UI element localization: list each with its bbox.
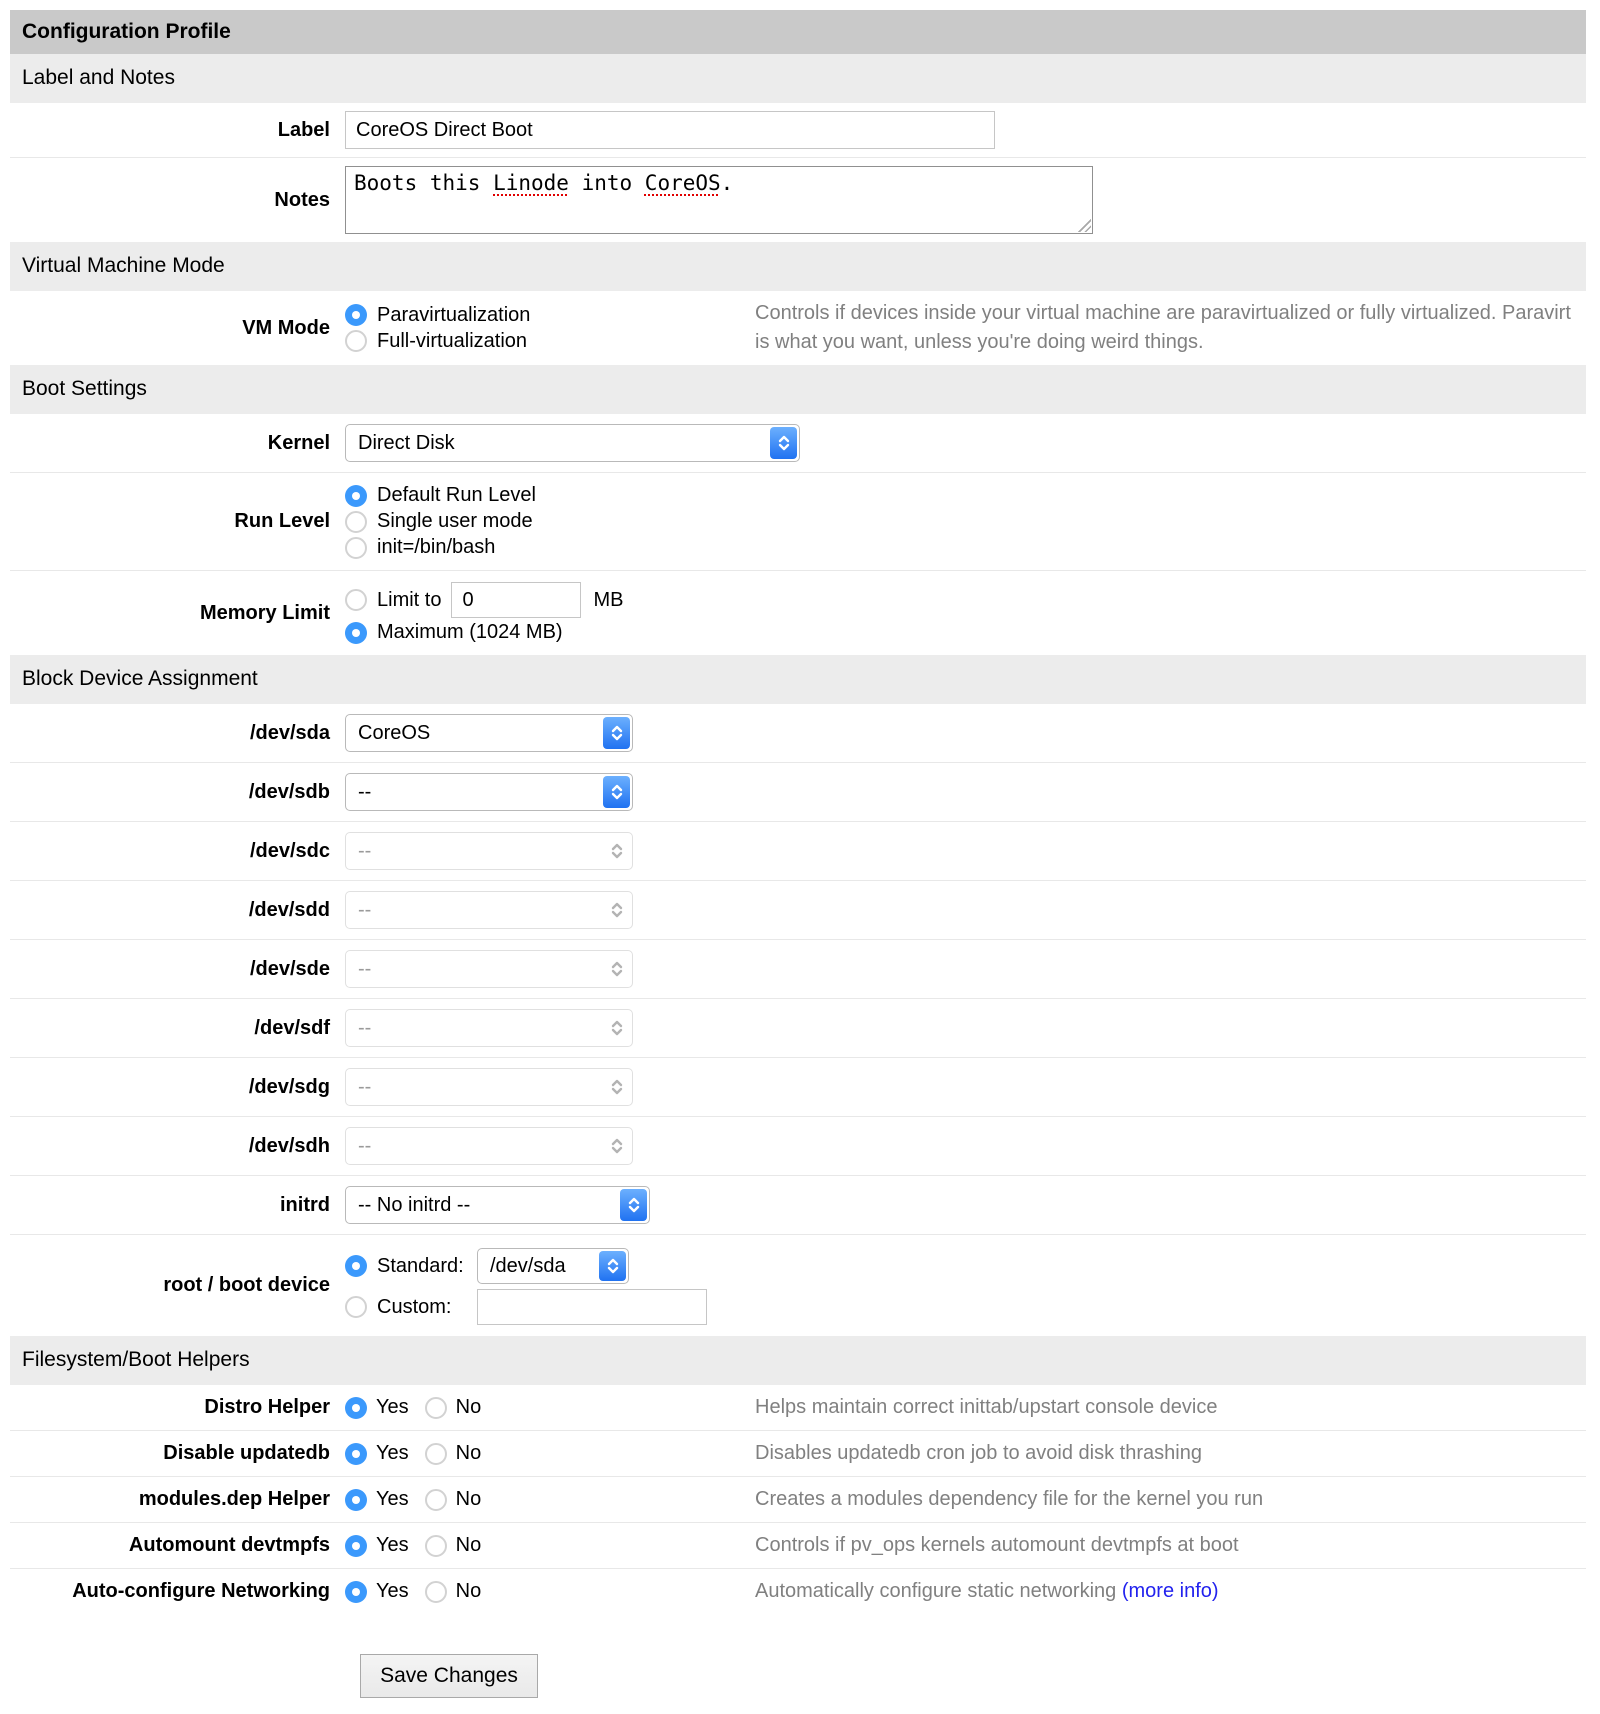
select-up-down-chevron-icon — [603, 717, 630, 749]
notes-field-label: Notes — [274, 188, 330, 211]
section-boot-settings: Boot Settings — [10, 365, 1586, 414]
block-device-label: /dev/sde — [249, 957, 330, 980]
block-device-label: /dev/sdg — [248, 1075, 330, 1098]
vm-mode-help: Controls if devices inside your virtual machine are paravirtualized or fully virtualized. Paravirt is what you want, unless you're doing weird things. — [755, 302, 1571, 353]
radio-label-no[interactable]: No — [455, 1396, 482, 1418]
radio-label-yes[interactable]: Yes — [376, 1442, 409, 1464]
radio-label-yes[interactable]: Yes — [376, 1534, 409, 1556]
select-up-down-chevron-icon — [603, 1130, 630, 1162]
save-changes-button[interactable]: Save Changes — [360, 1654, 538, 1698]
initrd-select[interactable] — [345, 1186, 650, 1224]
block-device-select-value: -- — [358, 957, 372, 980]
select-up-down-chevron-icon — [603, 835, 630, 867]
notes-text: . — [720, 171, 734, 195]
notes-row — [10, 157, 1586, 242]
block-device-label: /dev/sdd — [248, 898, 330, 921]
run-level-options — [345, 481, 755, 562]
radio-label-no[interactable]: No — [455, 1580, 482, 1602]
block-device-label: /dev/sda — [249, 721, 330, 744]
radio-label-default-run-level[interactable]: Default Run Level — [377, 484, 536, 506]
run-level-label: Run Level — [234, 510, 330, 532]
block-device-cell — [345, 948, 755, 990]
helper-label: Disable updatedb — [163, 1442, 330, 1464]
standard-device-select-value: /dev/sda — [490, 1254, 566, 1277]
block-device-select-value: CoreOS — [358, 721, 431, 744]
section-virtual-machine-mode: Virtual Machine Mode — [10, 242, 1586, 291]
radio-label-full-virtualization[interactable]: Full-virtualization — [377, 329, 528, 352]
select-up-down-chevron-icon — [603, 1012, 630, 1044]
radio-label-paravirtualization[interactable]: Paravirtualization — [377, 303, 531, 326]
kernel-select[interactable] — [345, 424, 800, 462]
block-device-label: /dev/sdb — [248, 780, 330, 803]
label-field-label: Label — [277, 118, 330, 141]
radio-single-user-mode[interactable] — [345, 511, 367, 533]
vm-mode-label: VM Mode — [242, 316, 330, 339]
helper-options — [345, 1488, 755, 1511]
block-device-cell — [345, 771, 755, 813]
block-device-select-sdb[interactable] — [345, 773, 633, 811]
radio-modules-dep-no[interactable] — [425, 1489, 447, 1511]
helper-help-text: Disables updatedb cron job to avoid disk thrashing — [755, 1442, 1202, 1464]
memory-limit-unit: MB — [593, 588, 624, 611]
block-device-select-sdf — [345, 1009, 633, 1047]
initrd-row — [10, 1175, 1586, 1234]
radio-distro-helper-no[interactable] — [425, 1397, 447, 1419]
radio-label-maximum-memory[interactable]: Maximum (1024 MB) — [377, 621, 563, 643]
block-device-cell — [345, 830, 755, 872]
radio-label-custom-device[interactable]: Custom: — [377, 1295, 452, 1318]
radio-label-single-user-mode[interactable]: Single user mode — [377, 510, 533, 532]
helper-help-text: Creates a modules dependency file for the kernel you run — [755, 1488, 1264, 1510]
run-level-row — [10, 472, 1586, 570]
block-device-select-value: -- — [358, 839, 372, 862]
initrd-label: initrd — [280, 1193, 330, 1216]
page-title: Configuration Profile — [10, 10, 1586, 54]
helper-row-automount-devtmpfs — [10, 1522, 1586, 1568]
block-device-row-sda — [10, 704, 1586, 762]
helper-help-text — [755, 1577, 1586, 1606]
notes-field-cell — [345, 166, 1145, 234]
helper-options — [345, 1580, 755, 1603]
section-block-device-assignment: Block Device Assignment — [10, 655, 1586, 704]
initrd-select-value: -- No initrd -- — [358, 1193, 471, 1216]
helper-label: Auto-configure Networking — [72, 1580, 330, 1602]
radio-auto-configure-networking-no[interactable] — [425, 1581, 447, 1603]
select-up-down-chevron-icon — [603, 894, 630, 926]
notes-misspelled-word: CoreOS — [644, 171, 721, 195]
helper-options — [345, 1396, 755, 1419]
select-up-down-chevron-icon — [620, 1189, 647, 1221]
helper-help-text: Controls if pv_ops kernels automount devtmpfs at boot — [755, 1534, 1239, 1556]
helper-row-disable-updatedb — [10, 1430, 1586, 1476]
radio-label-init-bin-bash[interactable]: init=/bin/bash — [377, 536, 496, 558]
radio-maximum-memory[interactable] — [345, 622, 367, 644]
select-up-down-chevron-icon — [770, 427, 797, 459]
root-boot-device-row — [10, 1234, 1586, 1336]
root-boot-device-label: root / boot device — [163, 1274, 330, 1296]
block-device-select-sdc — [345, 832, 633, 870]
root-boot-device-options — [345, 1243, 755, 1328]
block-device-cell — [345, 712, 755, 754]
block-device-cell — [345, 889, 755, 931]
radio-automount-devtmpfs-no[interactable] — [425, 1535, 447, 1557]
radio-automount-devtmpfs-yes[interactable] — [345, 1535, 367, 1557]
block-device-select-sde — [345, 950, 633, 988]
block-device-row-sdd — [10, 880, 1586, 939]
block-device-select-value: -- — [358, 1016, 372, 1039]
block-device-select-value: -- — [358, 898, 372, 921]
block-device-cell — [345, 1125, 755, 1167]
block-device-row-sdc — [10, 821, 1586, 880]
kernel-cell — [345, 422, 815, 464]
radio-disable-updatedb-no[interactable] — [425, 1443, 447, 1465]
radio-paravirtualization[interactable] — [345, 304, 367, 326]
radio-label-yes[interactable]: Yes — [376, 1396, 409, 1418]
helper-options — [345, 1442, 755, 1465]
radio-label-yes[interactable]: Yes — [376, 1488, 409, 1510]
helper-label: Distro Helper — [204, 1396, 330, 1418]
save-area — [10, 1614, 1586, 1714]
configuration-profile-table — [10, 10, 1586, 1714]
block-device-select-sdh — [345, 1127, 633, 1165]
radio-init-bin-bash[interactable] — [345, 537, 367, 559]
radio-default-run-level[interactable] — [345, 485, 367, 507]
helper-row-distro-helper — [10, 1385, 1586, 1430]
radio-label-no[interactable]: No — [455, 1488, 482, 1510]
notes-text: into — [568, 171, 645, 195]
radio-custom-device[interactable] — [345, 1296, 367, 1318]
radio-standard-device[interactable] — [345, 1255, 367, 1277]
block-device-label: /dev/sdc — [249, 839, 330, 862]
select-up-down-chevron-icon — [599, 1251, 626, 1281]
select-up-down-chevron-icon — [603, 776, 630, 808]
label-row — [10, 103, 1586, 157]
select-up-down-chevron-icon — [603, 953, 630, 985]
vm-mode-row — [10, 291, 1586, 365]
memory-limit-row — [10, 570, 1586, 655]
block-device-select-sdd — [345, 891, 633, 929]
block-device-row-sdg — [10, 1057, 1586, 1116]
initrd-cell — [345, 1184, 755, 1226]
radio-distro-helper-yes[interactable] — [345, 1397, 367, 1419]
block-device-row-sdh — [10, 1116, 1586, 1175]
select-up-down-chevron-icon — [603, 1071, 630, 1103]
label-input[interactable] — [345, 111, 995, 149]
vm-mode-options — [345, 301, 755, 356]
radio-label-no[interactable]: No — [455, 1534, 482, 1556]
memory-limit-label: Memory Limit — [199, 601, 330, 624]
block-device-row-sdf — [10, 998, 1586, 1057]
helper-row-modules-dep — [10, 1476, 1586, 1522]
block-device-row-sde — [10, 939, 1586, 998]
radio-label-yes[interactable]: Yes — [376, 1580, 409, 1602]
block-device-select-sda[interactable] — [345, 714, 633, 752]
radio-limit-to[interactable] — [345, 589, 367, 611]
notes-textarea[interactable] — [345, 166, 1093, 234]
block-device-select-value: -- — [358, 1134, 372, 1157]
block-device-row-sdb — [10, 762, 1586, 821]
section-label-and-notes: Label and Notes — [10, 54, 1586, 103]
helper-label: modules.dep Helper — [138, 1488, 330, 1510]
more-info-link[interactable]: (more info) — [1121, 1580, 1219, 1602]
kernel-row — [10, 414, 1586, 472]
notes-text: Boots this — [354, 171, 494, 195]
block-device-label: /dev/sdh — [248, 1134, 330, 1157]
helper-options — [345, 1534, 755, 1557]
block-device-cell — [345, 1007, 755, 1049]
block-device-select-value: -- — [358, 780, 372, 803]
helper-label: Automount devtmpfs — [128, 1534, 330, 1556]
radio-label-no[interactable]: No — [455, 1442, 482, 1464]
radio-label-limit-to[interactable]: Limit to — [377, 588, 442, 611]
radio-full-virtualization[interactable] — [345, 330, 367, 352]
memory-limit-options — [345, 579, 755, 647]
kernel-select-value: Direct Disk — [358, 431, 455, 454]
helper-help-text-part: Automatically configure static networking — [755, 1580, 1122, 1602]
textarea-resize-handle-icon[interactable] — [1076, 217, 1091, 232]
radio-auto-configure-networking-yes[interactable] — [345, 1581, 367, 1603]
memory-limit-input[interactable] — [451, 582, 581, 618]
block-device-label: /dev/sdf — [254, 1016, 330, 1039]
radio-label-standard-device[interactable]: Standard: — [377, 1254, 464, 1277]
block-device-select-sdg — [345, 1068, 633, 1106]
notes-misspelled-word: Linode — [493, 171, 569, 195]
radio-disable-updatedb-yes[interactable] — [345, 1443, 367, 1465]
block-device-select-value: -- — [358, 1075, 372, 1098]
custom-device-input[interactable] — [477, 1289, 707, 1325]
standard-device-select[interactable] — [477, 1248, 629, 1284]
helper-row-auto-configure-networking — [10, 1568, 1586, 1614]
label-field-cell — [345, 111, 1045, 149]
helper-help-text: Helps maintain correct inittab/upstart console device — [755, 1396, 1218, 1418]
section-filesystem-boot-helpers: Filesystem/Boot Helpers — [10, 1336, 1586, 1385]
radio-modules-dep-yes[interactable] — [345, 1489, 367, 1511]
kernel-label: Kernel — [267, 431, 330, 454]
block-device-cell — [345, 1066, 755, 1108]
